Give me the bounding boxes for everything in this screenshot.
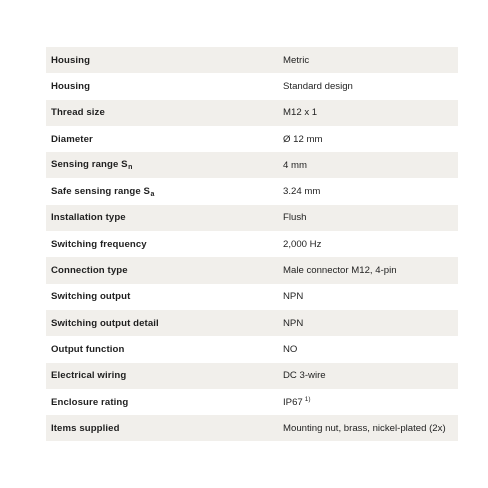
spec-label: Connection type xyxy=(51,265,128,277)
spec-value: DC 3-wire xyxy=(283,370,326,382)
spec-value: NO xyxy=(283,343,298,355)
spec-row-connection-type xyxy=(46,257,458,283)
spec-value: 3.24 mm xyxy=(283,186,321,198)
spec-value: Ø 12 mm xyxy=(283,133,323,145)
spec-label: Installation type xyxy=(51,212,126,224)
spec-label-subscript: a xyxy=(150,190,155,198)
spec-row-switching-frequency xyxy=(46,231,458,257)
specification-table xyxy=(46,47,458,441)
spec-row-output-function xyxy=(46,336,458,362)
spec-value: Mounting nut, brass, nickel-plated (2x) xyxy=(283,422,446,434)
spec-row-thread-size xyxy=(46,100,458,126)
spec-row-switching-output xyxy=(46,284,458,310)
spec-value-text: IP67 xyxy=(283,397,303,408)
spec-value: 2,000 Hz xyxy=(283,238,322,250)
spec-label: Switching output detail xyxy=(51,317,159,329)
spec-label: Housing xyxy=(51,80,91,92)
spec-value: Metric xyxy=(283,54,310,66)
spec-row-diameter xyxy=(46,126,458,152)
spec-label-text: Sensing range S xyxy=(51,159,128,171)
spec-label: Housing xyxy=(51,54,91,66)
spec-value: NPN xyxy=(283,317,304,329)
spec-label xyxy=(46,186,283,198)
spec-label: Switching frequency xyxy=(51,238,147,250)
spec-value: M12 x 1 xyxy=(283,107,318,119)
spec-label: Diameter xyxy=(51,133,93,145)
spec-row-installation-type xyxy=(46,205,458,231)
spec-row-sensing-range xyxy=(46,152,458,178)
spec-row-enclosure-rating xyxy=(46,389,458,415)
spec-label: Thread size xyxy=(51,107,105,119)
spec-label: Switching output xyxy=(51,291,131,303)
spec-row-items-supplied xyxy=(46,415,458,441)
spec-label: Electrical wiring xyxy=(51,370,127,382)
spec-label: Enclosure rating xyxy=(51,396,129,408)
spec-row-electrical-wiring xyxy=(46,363,458,389)
spec-value: Flush xyxy=(283,212,307,224)
spec-label: Items supplied xyxy=(51,422,120,434)
spec-label-subscript: n xyxy=(128,164,133,172)
spec-label xyxy=(46,159,283,171)
spec-value: 4 mm xyxy=(283,159,307,171)
spec-value: Male connector M12, 4-pin xyxy=(283,265,397,277)
spec-row-housing-design xyxy=(46,73,458,99)
spec-row-switching-output-detail xyxy=(46,310,458,336)
spec-value: NPN xyxy=(283,291,304,303)
spec-label: Output function xyxy=(51,343,125,355)
spec-row-housing-type xyxy=(46,47,458,73)
spec-label-text: Safe sensing range S xyxy=(51,185,151,197)
spec-value: Standard design xyxy=(283,80,353,92)
spec-row-safe-sensing-range xyxy=(46,178,458,204)
footnote-marker: 1) xyxy=(304,396,311,403)
spec-value xyxy=(283,396,458,408)
